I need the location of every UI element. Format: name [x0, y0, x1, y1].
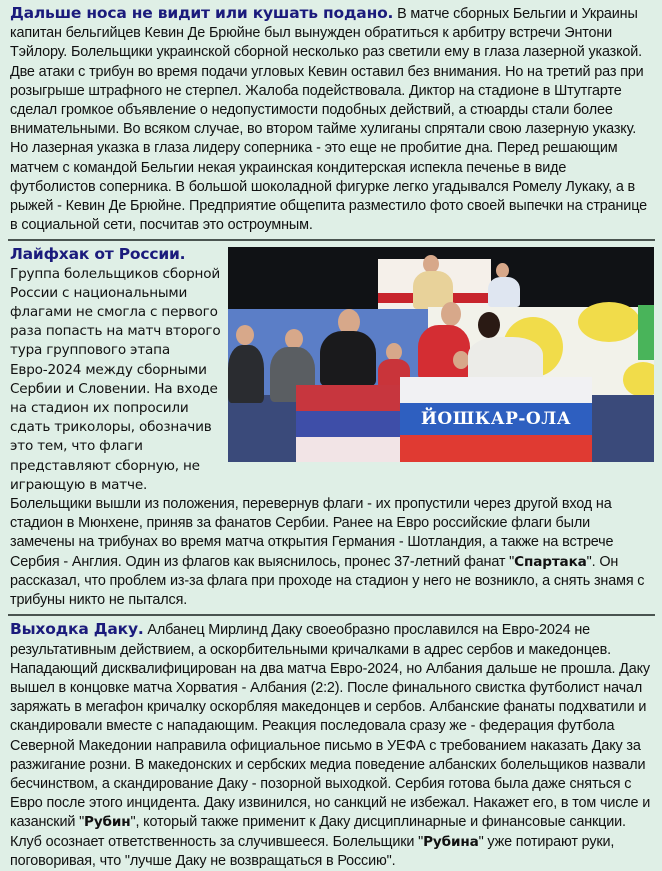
article-photo [228, 247, 654, 462]
bold-club-name: Спартака [514, 553, 587, 570]
article-russia-lifehack [10, 245, 653, 495]
article-headline: Дальше носа не видит или кушать подано. [10, 4, 394, 22]
article-body-left: Группа болельщиков сборной России с национальными флагами не смогла с первого раза попасть на матч второго тура группового этапа Евро-2024 между сборными Сербии и Словении. На входе на стадион их попросили сдать триколоры, обозначив это тем, что флаги представляют сборную, не играющую в матче. [10, 265, 221, 493]
russian-flag [400, 377, 592, 462]
article-headline: Выходка Даку. [10, 620, 144, 639]
article-intro-column [10, 245, 224, 495]
bold-club-name: Рубина [423, 833, 479, 850]
section-divider [8, 239, 655, 241]
bold-club-name: Рубин [84, 814, 131, 831]
article-laser-pointer [10, 4, 653, 235]
article-daku: Выходка Даку. Албанец Мирлинд Даку своеобразно прославился на Евро-2024 не результативным действием, а оскорбительными кричалками в адрес сербов и македонцев. Нападающий дисквалифицирован на два матча Евро-2024, но Албания дальше не прошла. Даку вышел в концовке матча Хорватия - Албания (2:2). После финального свистка футболист начал заряжать в мегафон кричалку оскорбляя македонцев и сербов. Албанские фанаты подхватили и скандировали вместе с нападающим. Реакция последовала сразу же - федерация футбола Северной Македонии направила официальное письмо в УЕФА с требованием наказать Даку за разжигание розни. В македонских и сербских медиа поведение албанских болельщиков назвали бесчинством, а скандирование Даку - позорной выходкой. Сербия готова была даже сняться с Евро после этого инцидента. Даку извинился, но санкций не избежал. Накажет его, в том числе и казанский "Рубин", который также применит к Даку дисциплинарные и финансовые санкции. Клуб осознает ответственность за случившееся. Болельщики "Рубина" уже потирают руки, поговоривая, что "лучше Даку не возвращаться в Россию". [10, 620, 651, 869]
article-headline: Лайфхак от России. [10, 245, 186, 264]
article-body: В матче сборных Бельгии и Украины капитан бельгийцев Кевин Де Брюйне был вынужден обратиться к арбитру встречи Энтони Тэйлору. Болельщики украинской сборной несколько раз светили ему в глаза лазерной указкой. Две атаки с трибун во время подачи угловых Кевин оставил без внимания. Но на третий раз при розыгрыше штрафного не стерпел. Жалоба подействовала. Диктор на стадионе в Штутгарте сделал громкое объявление о недопустимости подобных действий, а стюарды стали более внимательными. Во всяком случае, во втором тайме хулиганы спрятали свою лазерную указку. Но лазерная указка в глаза лидеру соперника - это еще не пробитие дна. Перед решающим матчем с командой Бельгии некая украинская кондитерская испекла печенье в виде футболистов соперника. В большой шоколадной фигурке легко угадывался Ромелу Лукаку, а в рыжей - Кевин Де Брюйне. Предприятие общепита разместило фото своей выпечки на странице в социальной сети, посчитав это остроумным. [10, 6, 647, 234]
section-divider [8, 614, 655, 616]
flag-text: ЙОШКАР-ОЛА [400, 403, 592, 435]
article-body-continued: Болельщики вышли из положения, перевернув флаги - их пропустили через другой вход на стадион в Мюнхене, приняв за фанатов Сербии. Ранее на Евро российские флаги были замечены на трибунах во время матча открытия Германия - Шотландия, а также на встрече Сербия - Англия. Один из флагов как выяснилось, пронес 37-летний фанат "Спартака". Он рассказал, что проблем из-за флага при проходе на стадион у него не возникло, а снять знамя с трибуны никто не пытался. [10, 496, 645, 609]
